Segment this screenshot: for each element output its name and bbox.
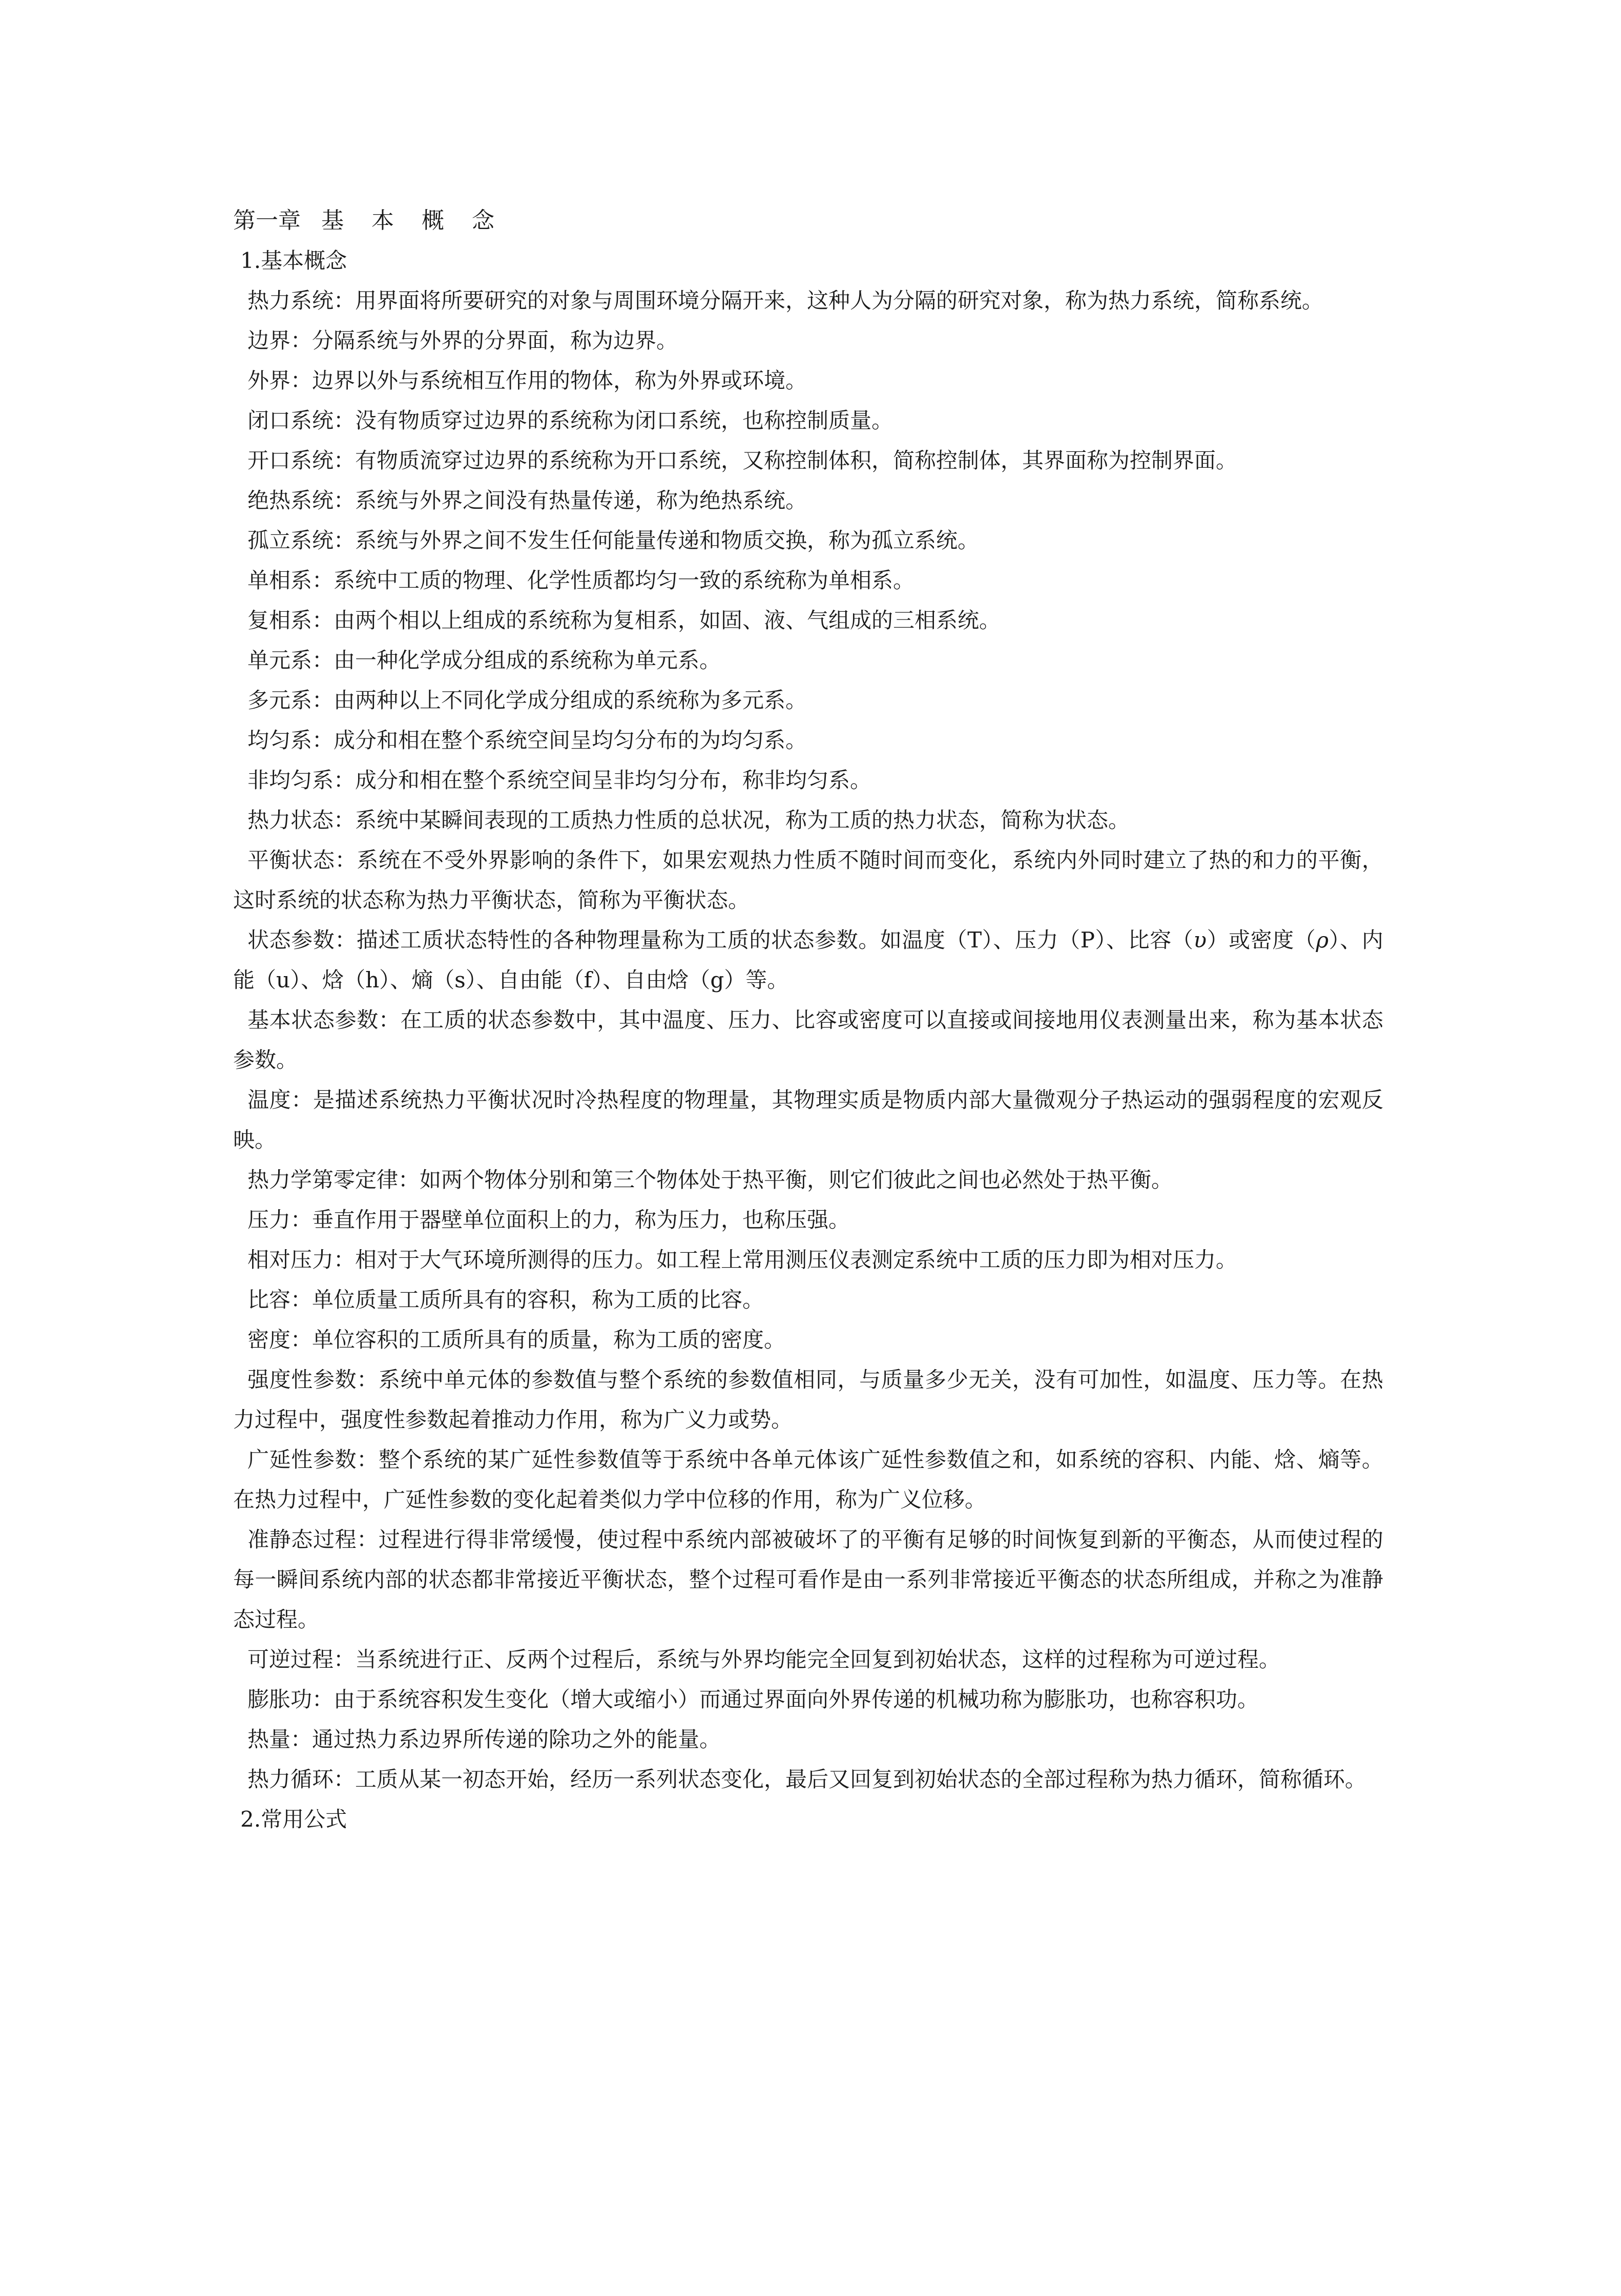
definition-boundary: 边界：分隔系统与外界的分界面，称为边界。 bbox=[247, 328, 678, 353]
definition-quasi-static-process: 准静态过程：过程进行得非常缓慢，使过程中系统内部被破坏了的平衡有足够的时间恢复到新的平衡态，从而使过程的每一瞬间系统内部的状态都非常接近平衡状态，整个过程可看作是由一系列非常接近平衡态的状态所组成，并称之为准静态过程。 bbox=[233, 1527, 1383, 1632]
definition-zeroth-law: 热力学第零定律：如两个物体分别和第三个物体处于热平衡，则它们彼此之间也必然处于热平衡。 bbox=[247, 1167, 1173, 1192]
state-parameters-mid-4: ）、内能（ bbox=[233, 927, 1383, 992]
symbol-temperature: T bbox=[967, 927, 982, 953]
definition-equilibrium-state: 平衡状态：系统在不受外界影响的条件下，如果宏观热力性质不随时间而变化，系统内外同时建立了热的和力的平衡，这时系统的状态称为热力平衡状态，简称为平衡状态。 bbox=[233, 847, 1383, 913]
symbol-enthalpy: h bbox=[365, 967, 380, 992]
state-parameters-mid-7: ）、自由能（ bbox=[465, 967, 584, 992]
state-parameters-mid-2: ）、比容（ bbox=[1094, 927, 1194, 953]
chapter-name: 基 本 概 念 bbox=[321, 208, 505, 234]
definition-expansion-work: 膨胀功：由于系统容积发生变化（增大或缩小）而通过界面向外界传递的机械功称为膨胀功，也称容积功。 bbox=[247, 1687, 1259, 1712]
definition-pressure: 压力：垂直作用于器壁单位面积上的力，称为压力，也称压强。 bbox=[247, 1207, 850, 1232]
state-parameters-tail: ）等。 bbox=[724, 967, 789, 992]
symbol-internal-energy: u bbox=[276, 967, 290, 992]
state-parameters-lead: 状态参数：描述工质状态特性的各种物理量称为工质的状态参数。如温度（ bbox=[247, 927, 968, 953]
definition-multi-phase-system: 复相系：由两个相以上组成的系统称为复相系，如固、液、气组成的三相系统。 bbox=[247, 608, 1001, 633]
definition-thermal-system: 热力系统：用界面将所要研究的对象与周围环境分隔开来，这种人为分隔的研究对象，称为热力系统，简称系统。 bbox=[247, 288, 1324, 313]
chapter-title bbox=[233, 201, 1383, 241]
definition-surroundings: 外界：边界以外与系统相互作用的物体，称为外界或环境。 bbox=[247, 368, 807, 393]
symbol-free-energy: f bbox=[584, 967, 592, 992]
definition-thermodynamic-state: 热力状态：系统中某瞬间表现的工质热力性质的总状况，称为工质的热力状态，简称为状态。 bbox=[247, 808, 1130, 833]
section-heading-2: 2.常用公式 bbox=[240, 1807, 347, 1832]
definition-intensive-parameters: 强度性参数：系统中单元体的参数值与整个系统的参数值相同，与质量多少无关，没有可加性，如温度、压力等。在热力过程中，强度性参数起着推动力作用，称为广义力或势。 bbox=[233, 1367, 1383, 1432]
state-parameters-mid-1: ）、压力（ bbox=[982, 927, 1080, 953]
definition-basic-state-parameters: 基本状态参数：在工质的状态参数中，其中温度、压力、比容或密度可以直接或间接地用仪表测量出来，称为基本状态参数。 bbox=[233, 1007, 1383, 1072]
chapter-number: 第一章 bbox=[233, 208, 301, 234]
definition-density: 密度：单位容积的工质所具有的质量，称为工质的密度。 bbox=[247, 1327, 786, 1352]
definition-single-component-system: 单元系：由一种化学成分组成的系统称为单元系。 bbox=[247, 648, 721, 673]
definition-thermodynamic-cycle: 热力循环：工质从某一初态开始，经历一系列状态变化，最后又回复到初始状态的全部过程称为热力循环，简称循环。 bbox=[247, 1767, 1367, 1792]
state-parameters-mid-3: ）或密度（ bbox=[1207, 927, 1316, 953]
symbol-specific-volume: υ bbox=[1193, 927, 1207, 953]
definition-heat: 热量：通过热力系边界所传递的除功之外的能量。 bbox=[247, 1727, 721, 1752]
definition-closed-system: 闭口系统：没有物质穿过边界的系统称为闭口系统，也称控制质量。 bbox=[247, 408, 893, 433]
definition-extensive-parameters: 广延性参数：整个系统的某广延性参数值等于系统中各单元体该广延性参数值之和，如系统的容积、内能、焓、熵等。在热力过程中，广延性参数的变化起着类似力学中位移的作用，称为广义位移。 bbox=[233, 1447, 1383, 1512]
definition-heterogeneous-system: 非均匀系：成分和相在整个系统空间呈非均匀分布，称非均匀系。 bbox=[247, 768, 872, 793]
definition-open-system: 开口系统：有物质流穿过边界的系统称为开口系统，又称控制体积，简称控制体，其界面称为控制界面。 bbox=[247, 448, 1238, 473]
definition-relative-pressure: 相对压力：相对于大气环境所测得的压力。如工程上常用测压仪表测定系统中工质的压力即为相对压力。 bbox=[247, 1247, 1238, 1272]
definition-specific-volume: 比容：单位质量工质所具有的容积，称为工质的比容。 bbox=[247, 1287, 764, 1312]
state-parameters-mid-8: ）、自由焓（ bbox=[592, 967, 711, 992]
section-heading-1: 1.基本概念 bbox=[240, 248, 347, 273]
definition-multi-component-system: 多元系：由两种以上不同化学成分组成的系统称为多元系。 bbox=[247, 688, 807, 713]
definition-single-phase-system: 单相系：系统中工质的物理、化学性质都均匀一致的系统称为单相系。 bbox=[247, 568, 915, 593]
definition-isolated-system: 孤立系统：系统与外界之间不发生任何能量传递和物质交换，称为孤立系统。 bbox=[247, 528, 980, 553]
symbol-pressure: P bbox=[1080, 927, 1095, 953]
definition-adiabatic-system: 绝热系统：系统与外界之间没有热量传递，称为绝热系统。 bbox=[247, 488, 807, 513]
symbol-density: ρ bbox=[1316, 927, 1329, 953]
symbol-entropy: s bbox=[454, 967, 466, 992]
state-parameters-mid-6: ）、熵（ bbox=[379, 967, 455, 992]
definition-homogeneous-system: 均匀系：成分和相在整个系统空间呈均匀分布的为均匀系。 bbox=[247, 728, 807, 753]
definition-reversible-process: 可逆过程：当系统进行正、反两个过程后，系统与外界均能完全回复到初始状态，这样的过程称为可逆过程。 bbox=[247, 1647, 1281, 1672]
definition-temperature: 温度：是描述系统热力平衡状况时冷热程度的物理量，其物理实质是物质内部大量微观分子热运动的强弱程度的宏观反映。 bbox=[233, 1087, 1383, 1152]
page-content bbox=[233, 201, 1383, 1839]
symbol-free-enthalpy: g bbox=[710, 967, 724, 992]
definition-state-parameters bbox=[233, 920, 1383, 1000]
state-parameters-mid-5: ）、焓（ bbox=[290, 967, 366, 992]
